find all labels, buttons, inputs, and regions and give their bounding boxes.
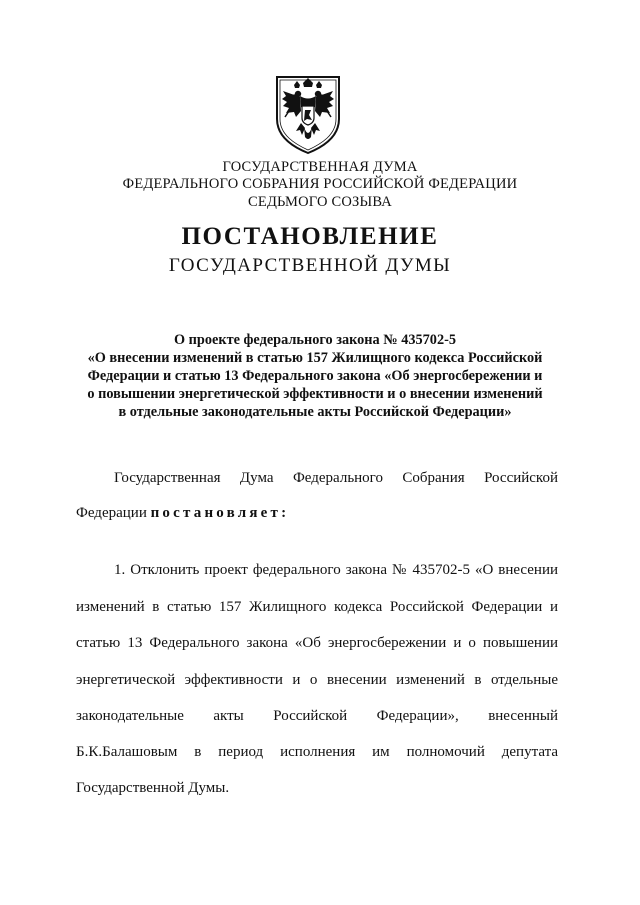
point-line-3: статью 13 Федерального закона «Об энергосбережении и о повышении <box>76 635 558 651</box>
document-subtitle: ГОСУДАРСТВЕННОЙ ДУМЫ <box>168 255 452 276</box>
russian-coat-of-arms-icon <box>271 73 345 155</box>
intro-line-2 <box>76 503 558 523</box>
point-line-5: законодательные акты Российской Федерации», внесенный <box>76 708 558 724</box>
resolves-word: постановляет: <box>150 505 290 521</box>
point-line-1: 1. Отклонить проект федерального закона № 435702-5 «О внесении <box>114 562 558 578</box>
heading-line-2: «О внесении изменений в статью 157 Жилищного кодекса Российской <box>87 350 543 366</box>
point-line-4: энергетической эффективности и о внесении изменений в отдельные <box>76 672 558 688</box>
document-title: ПОСТАНОВЛЕНИЕ <box>181 223 439 250</box>
intro-line-2-prefix: Федерации <box>76 505 147 521</box>
org-name-line-2: ФЕДЕРАЛЬНОГО СОБРАНИЯ РОССИЙСКОЙ ФЕДЕРАЦИИ <box>122 176 518 192</box>
heading-line-5: в отдельные законодательные акты Российской Федерации» <box>118 404 512 420</box>
heading-line-4: о повышении энергетической эффективности и о внесении изменений <box>87 386 543 402</box>
point-line-2: изменений в статью 157 Жилищного кодекса Российской Федерации и <box>76 599 558 615</box>
point-line-7: Государственной Думы. <box>76 780 230 796</box>
heading-line-1: О проекте федерального закона № 435702-5 <box>173 332 457 348</box>
intro-line-1: Государственная Дума Федерального Собрания Российской <box>114 470 558 486</box>
point-line-6: Б.К.Балашовым в период исполнения им полномочий депутата <box>76 744 558 760</box>
heading-line-3: Федерации и статью 13 Федерального закона «Об энергосбережении и <box>87 368 543 384</box>
org-name-line-1: ГОСУДАРСТВЕННАЯ ДУМА <box>222 159 418 175</box>
convocation-line: СЕДЬМОГО СОЗЫВА <box>248 194 392 210</box>
